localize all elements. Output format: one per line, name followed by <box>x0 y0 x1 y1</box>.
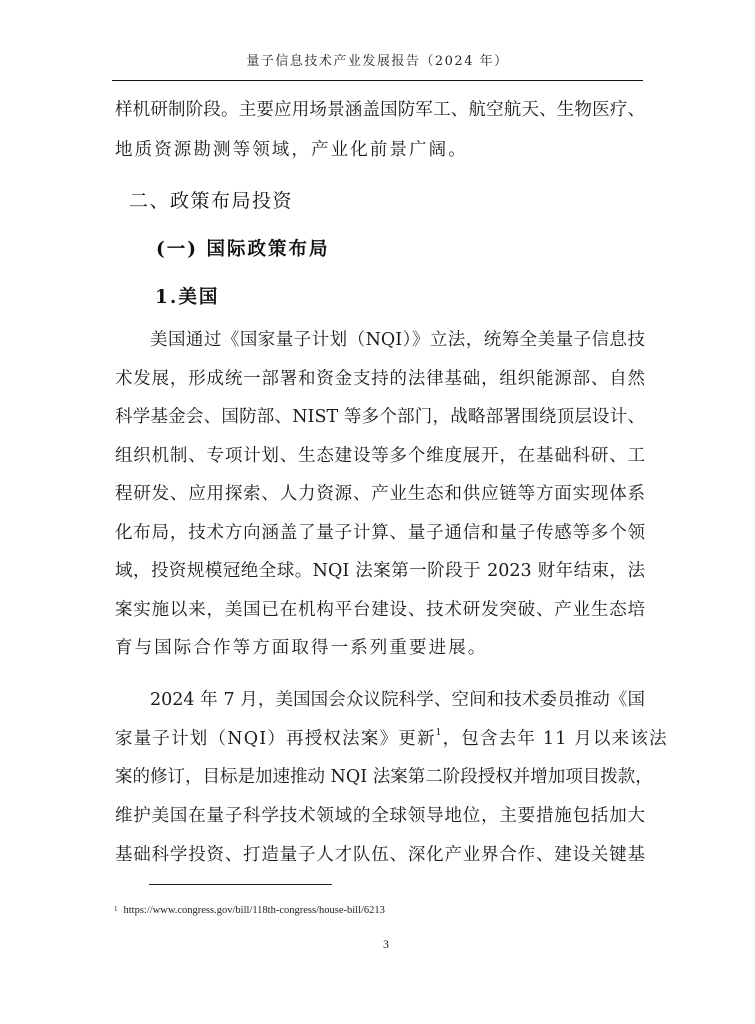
footnote-separator <box>149 884 332 885</box>
body-line <box>115 728 668 750</box>
footnote-reference[interactable]: 1 <box>435 728 443 738</box>
body-line: 基础科学投资、打造量子人才队伍、深化产业界合作、建设关键基 <box>115 845 645 865</box>
body-line: 科学基金会、国防部、NIST 等多个部门，战略部署围绕顶层设计、 <box>115 407 645 427</box>
footnote <box>114 905 385 916</box>
body-line: 化布局，技术方向涵盖了量子计算、量子通信和量子传感等多个领 <box>115 523 645 543</box>
body-line: 术发展，形成统一部署和资金支持的法律基础，组织能源部、自然 <box>115 369 645 389</box>
body-line: 案实施以来，美国已在机构平台建设、技术研发突破、产业生态培 <box>115 600 645 620</box>
body-line: 2024 年 7 月，美国国会众议院科学、空间和技术委员推动《国 <box>150 690 645 710</box>
body-line: 育与国际合作等方面取得一系列重要进展。 <box>115 638 488 658</box>
body-line: 样机研制阶段。主要应用场景涵盖国防军工、航空航天、生物医疗、 <box>115 100 645 120</box>
body-line: 案的修订，目标是加速推动 NQI 法案第二阶段授权并增加项目拨款， <box>115 767 653 787</box>
body-line: 程研发、应用探索、人力资源、产业生态和供应链等方面实现体系 <box>115 484 645 504</box>
header-rule <box>112 80 643 81</box>
footnote-link[interactable]: https://www.congress.gov/bill/118th-congress/house-bill/6213 <box>123 905 385 916</box>
body-line: 地质资源勘测等领域，产业化前景广阔。 <box>115 140 468 160</box>
footnote-mark: 1 <box>114 905 118 913</box>
page-number: 3 <box>383 937 389 951</box>
subsection-heading: (一) 国际政策布局 <box>156 239 330 260</box>
running-header: 量子信息技术产业发展报告（2024 年） <box>246 54 509 69</box>
body-line: 维护美国在量子科学技术领域的全球领导地位，主要措施包括加大 <box>115 806 645 826</box>
body-line: 美国通过《国家量子计划（NQI）》立法，统筹全美量子信息技 <box>150 330 645 350</box>
body-text: ，包含去年 11 月以来该法 <box>442 729 668 749</box>
section-heading: 二、政策布局投资 <box>129 190 294 212</box>
body-text: 家量子计划（NQI）再授权法案》更新 <box>115 729 436 749</box>
body-line: 域，投资规模冠绝全球。NQI 法案第一阶段于 2023 财年结束，法 <box>115 561 645 581</box>
body-line: 组织机制、专项计划、生态建设等多个维度展开，在基础科研、工 <box>115 446 645 466</box>
subsubsection-heading: 1.美国 <box>155 287 220 308</box>
